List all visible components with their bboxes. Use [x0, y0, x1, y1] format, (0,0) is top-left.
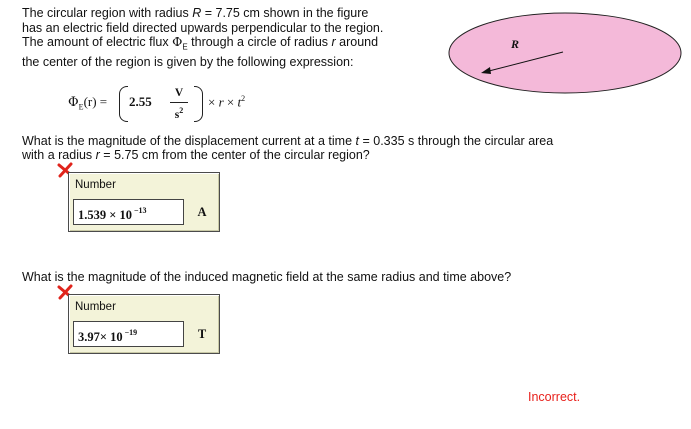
flux-equation — [68, 86, 288, 122]
number-label: Number — [75, 179, 116, 191]
radius-label: R — [511, 37, 520, 51]
number-label: Number — [75, 301, 116, 313]
equation-tail: × $r \times t^2$ — [208, 94, 246, 110]
question-1-text: What is the magnitude of the displacement current at a time t = 0.335 s through the circular area with a radius r = 5.75 cm from the center of the circular region? — [22, 134, 554, 162]
equation-right-bracket — [194, 86, 203, 122]
answer-input-1[interactable]: 1.539 × 10 $^{-13}$ — [73, 199, 184, 225]
unit-label-2: T — [197, 327, 207, 341]
status-message: Incorrect. — [528, 390, 581, 404]
equation-lhs: $\Phi_E(r)$ = — [68, 94, 108, 112]
answer-panel-1 — [68, 172, 220, 232]
unit-label-1: A — [197, 205, 207, 219]
question-2-text: What is the magnitude of the induced magnetic field at the same radius and time above? — [22, 270, 512, 284]
intro-line-1: The circular region with radius R = 7.75 cm shown in the figure — [22, 6, 369, 20]
circular-region-figure — [445, 8, 685, 98]
answer-input-2[interactable]: 3.97× 10 $^{-19}$ — [73, 321, 184, 347]
equation-coefficient: 2.55 — [129, 94, 152, 109]
intro-line-2: has an electric field directed upwards perpendicular to the region. — [22, 20, 384, 35]
answer-panel-2 — [68, 294, 220, 354]
problem-intro — [22, 6, 422, 70]
intro-line-3: The amount of electric flux $\Phi_E$ through a circle of radius r around — [22, 34, 379, 52]
intro-line-4: the center of the region is given by the following expression: — [22, 55, 354, 69]
equation-left-bracket — [119, 86, 128, 122]
equation-unit-fraction: V $s^2$ — [166, 86, 192, 122]
circular-region-ellipse — [449, 13, 681, 93]
